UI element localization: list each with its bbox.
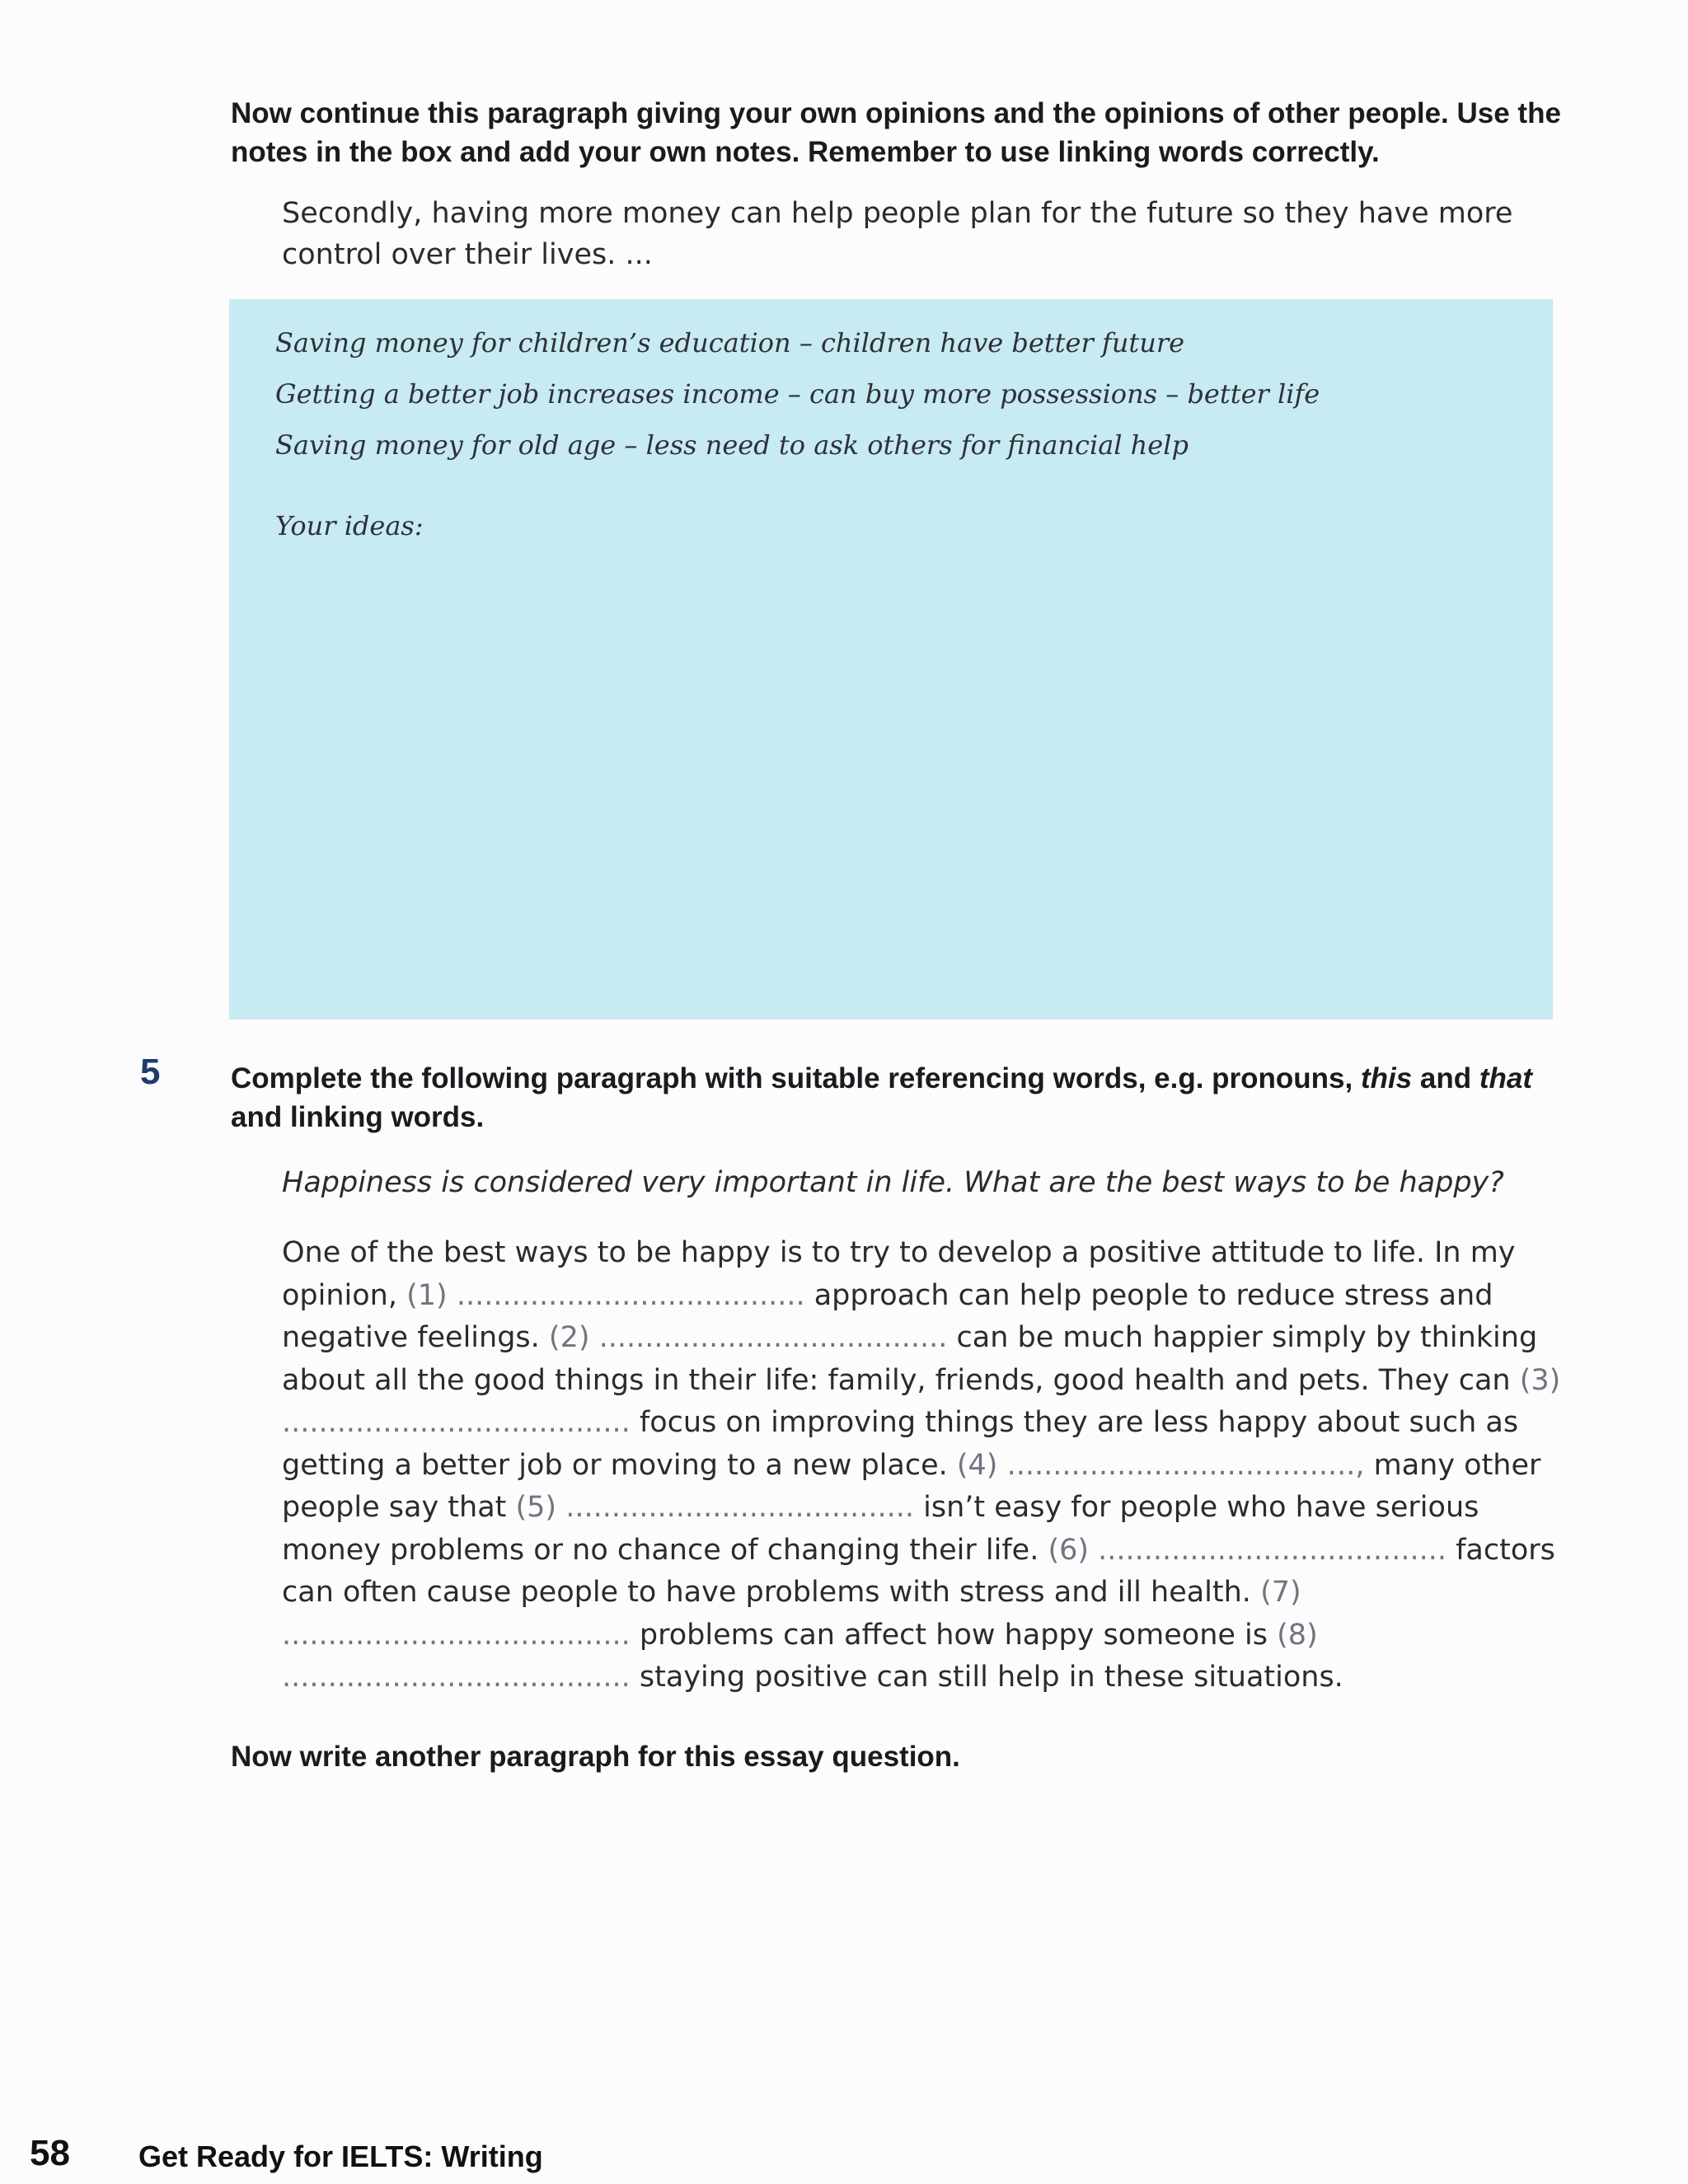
instruction-text: Complete the following paragraph with suitable referencing words, e.g. pronouns, xyxy=(231,1062,1361,1094)
exercise-number: 5 xyxy=(140,1052,161,1092)
paragraph-text: focus on improving things they are less happy about such as getting a better job or moving to a new place. xyxy=(282,1406,1519,1482)
gap-6[interactable]: (6) ...................................... xyxy=(1048,1533,1447,1567)
paragraph-text: many other people say that xyxy=(282,1448,1541,1524)
book-title: Get Ready for IELTS: Writing xyxy=(138,2139,543,2173)
page-footer xyxy=(30,2133,543,2174)
intro-paragraph: Secondly, having more money can help people plan for the future so they have more control over their lives. ... xyxy=(282,197,1513,271)
paragraph-text: approach can help people to reduce stress and negative feelings. xyxy=(282,1278,1493,1354)
notes-box xyxy=(229,299,1553,1019)
paragraph-text: staying positive can still help in these situations. xyxy=(630,1661,1343,1694)
instruction-continue-paragraph: Now continue this paragraph giving your own opinions and the opinions of other people. Use the notes in the box and add your own notes. Remember to use linking words correctly. xyxy=(231,97,1561,168)
gap-8[interactable]: (8) ...................................... xyxy=(282,1618,1318,1694)
instruction-text: and xyxy=(1412,1062,1479,1094)
paragraph-text: problems can affect how happy someone is xyxy=(630,1618,1278,1652)
essay-question: Happiness is considered very important in life. What are the best ways to be happy? xyxy=(282,1166,1504,1199)
gap-3[interactable]: (3) ...................................... xyxy=(282,1363,1561,1439)
note-line-3: Saving money for old age – less need to ask others for financial help xyxy=(275,429,1189,461)
gap-4[interactable]: (4) ......................................, xyxy=(956,1448,1365,1482)
gap-2[interactable]: (2) ...................................... xyxy=(548,1321,948,1354)
paragraph-text: can be much happier simply by thinking about all the good things in their life: family, friends, good health and pets. They can xyxy=(282,1321,1538,1397)
instruction-word-this: this xyxy=(1360,1062,1413,1094)
instruction-text: and linking words. xyxy=(231,1101,485,1133)
paragraph-text: isn’t easy for people who have serious money problems or no chance of changing their life. xyxy=(282,1491,1479,1567)
paragraph-text: One of the best ways to be happy is to try to develop a positive attitude to life. In my opinion, xyxy=(282,1236,1516,1312)
exercise-5-instruction xyxy=(231,1059,1566,1137)
gap-7[interactable]: (7) ...................................... xyxy=(282,1576,1301,1652)
final-instruction: Now write another paragraph for this essay question. xyxy=(231,1741,960,1773)
paragraph-text: factors can often cause people to have problems with stress and ill health. xyxy=(282,1533,1555,1609)
your-ideas-label: Your ideas: xyxy=(275,510,424,541)
note-line-1: Saving money for children’s education – children have better future xyxy=(275,327,1185,359)
gap-5[interactable]: (5) ...................................... xyxy=(515,1491,914,1524)
note-line-2: Getting a better job increases income – can buy more possessions – better life xyxy=(275,378,1320,410)
gap-1[interactable]: (1) ...................................... xyxy=(406,1278,805,1312)
page-number: 58 xyxy=(30,2133,70,2173)
instruction-word-that: that xyxy=(1479,1062,1533,1094)
gap-fill-paragraph xyxy=(282,1232,1568,1699)
